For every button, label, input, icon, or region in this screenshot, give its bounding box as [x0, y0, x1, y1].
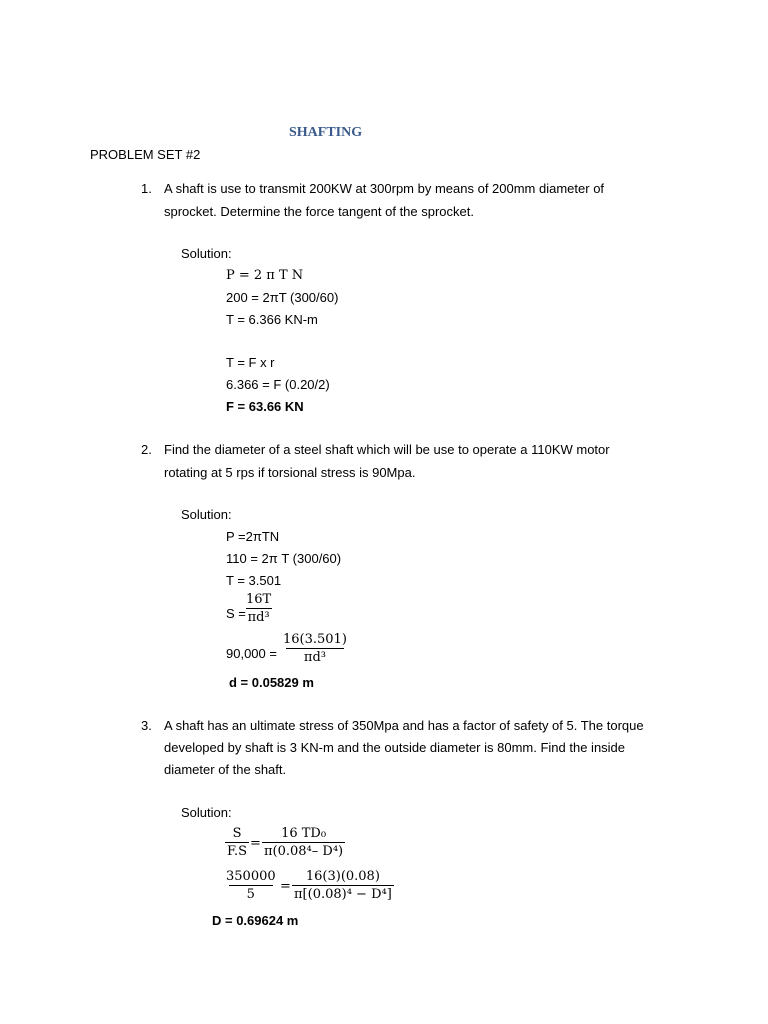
fraction	[292, 869, 394, 902]
fraction	[262, 826, 345, 859]
solution-label: Solution:	[181, 805, 232, 820]
solution-answer: F = 63.66 KN	[226, 399, 304, 414]
equals-sign: =	[280, 879, 291, 894]
fraction-numerator: 16(3)(0.08)	[305, 869, 380, 884]
solution-step: T = 3.501	[226, 573, 282, 588]
solution-step: T = F x r	[226, 355, 275, 370]
solution-label: Solution:	[181, 507, 232, 522]
fraction-numerator: 350000	[226, 869, 276, 884]
solution-step: P =2πTN	[226, 529, 280, 544]
solution-answer: d = 0.05829 m	[229, 675, 314, 690]
equals-sign: =	[250, 836, 261, 851]
problem-text-line: Find the diameter of a steel shaft which will be use to operate a 110KW motor	[164, 442, 610, 457]
page-title: SHAFTING	[289, 125, 363, 140]
equation-lhs: 90,000 =	[226, 646, 277, 661]
problem-text-line: sprocket. Determine the force tangent of the sprocket.	[164, 204, 474, 219]
solution-answer: D = 0.69624 m	[212, 913, 299, 928]
problem-number: 1.	[141, 181, 152, 196]
solution-label: Solution:	[181, 246, 232, 261]
problem-text-line: A shaft is use to transmit 200KW at 300rpm by means of 200mm diameter of	[164, 181, 605, 196]
solution-step: 110 = 2π T (300/60)	[226, 551, 342, 566]
fraction	[224, 869, 278, 902]
problem-text-line: rotating at 5 rps if torsional stress is 90Mpa.	[164, 465, 416, 480]
fraction-denominator: π(0.08⁴– D⁴)	[264, 844, 344, 859]
fraction-numerator: 16 TD₀	[281, 826, 327, 841]
fraction-denominator: 5	[229, 885, 273, 902]
problem-set-heading: PROBLEM SET #2	[90, 147, 201, 162]
solution-step: P = 2 π T N	[226, 268, 304, 283]
fraction-denominator: πd³	[247, 610, 270, 625]
solution-step: 200 = 2πT (300/60)	[226, 290, 339, 305]
fraction	[281, 632, 349, 665]
fraction	[244, 592, 273, 625]
equation-lhs: S =	[226, 606, 246, 621]
fraction-numerator: 16(3.501)	[283, 632, 347, 647]
fraction-denominator: F.S	[227, 844, 248, 859]
problem-text-line: diameter of the shaft.	[164, 762, 287, 777]
fraction-denominator: π[(0.08)⁴ − D⁴]	[294, 887, 392, 902]
fraction-numerator: S	[232, 826, 242, 841]
fraction	[225, 826, 249, 859]
fraction-denominator: πd³	[286, 648, 344, 665]
problem-text-line: A shaft has an ultimate stress of 350Mpa and has a factor of safety of 5. The torque	[164, 718, 644, 733]
problem-number: 3.	[141, 718, 152, 733]
problem-text-line: developed by shaft is 3 KN-m and the outside diameter is 80mm. Find the inside	[164, 740, 626, 755]
fraction-numerator: 16T	[246, 592, 272, 607]
solution-step: T = 6.366 KN-m	[226, 312, 318, 327]
solution-step: 6.366 = F (0.20/2)	[226, 377, 330, 392]
problem-number: 2.	[141, 442, 152, 457]
